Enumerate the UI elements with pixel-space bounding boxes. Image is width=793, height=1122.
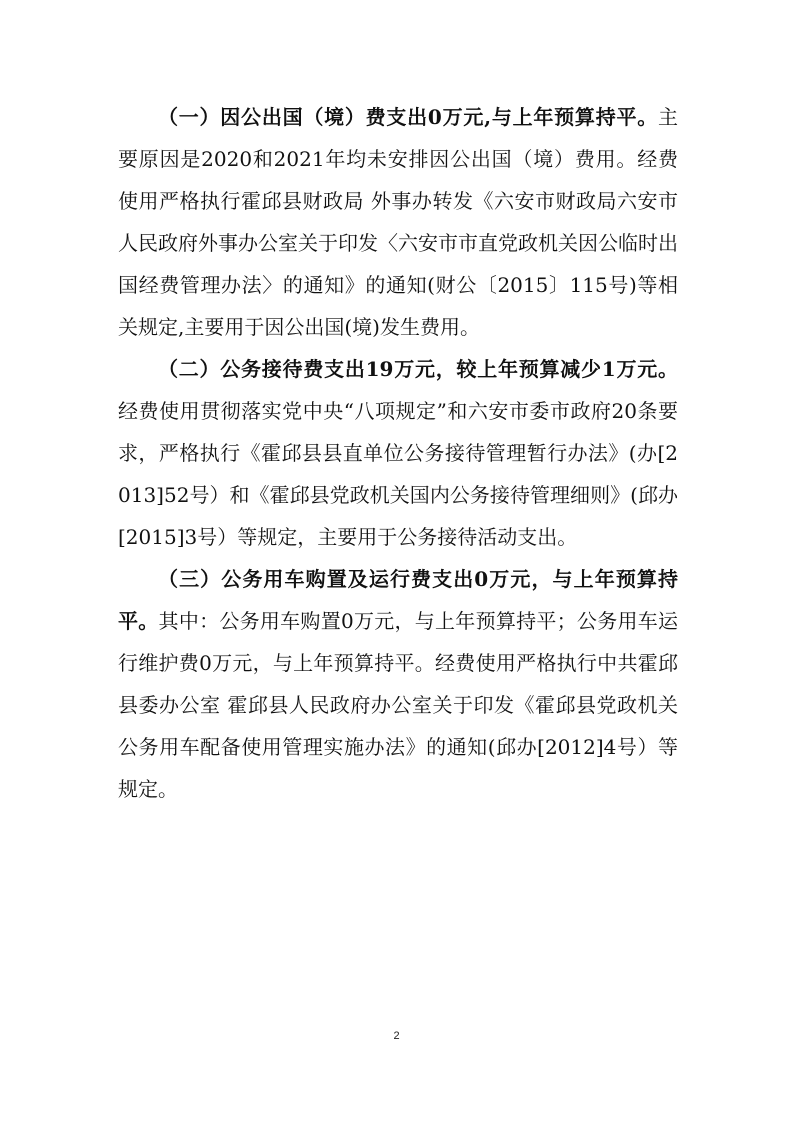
- paragraph-body: 主要原因是2020和2021年均未安排因公出国（境）费用。经费使用严格执行霍邱县财政局 外事办转发《六安市财政局六安市人民政府外事办公室关于印发〈六安市市直党政机关因公临时出国经费管理办法〉的通知》的通知(财公〔2015〕115号)等相关规定,主要用于因公出国(境)发生费用。: [118, 105, 678, 339]
- paragraph-overseas-travel: [118, 96, 678, 348]
- paragraph-lead: （一）因公出国（境）费支出0万元,与上年预算持平。: [158, 105, 658, 129]
- document-body: [118, 96, 678, 810]
- paragraph-official-reception: [118, 348, 678, 558]
- paragraph-official-vehicles: [118, 558, 678, 810]
- paragraph-lead: （二）公务接待费支出19万元，较上年预算减少1万元。: [158, 357, 678, 381]
- paragraph-body: 其中：公务用车购置0万元，与上年预算持平；公务用车运行维护费0万元，与上年预算持平。经费使用严格执行中共霍邱县委办公室 霍邱县人民政府办公室关于印发《霍邱县党政机关公务用车配备使用管理实施办法》的通知(邱办[2012]4号）等规定。: [118, 609, 678, 801]
- page-number: 2: [393, 1030, 400, 1042]
- paragraph-lead: （三）公务用车购置及运行费支出0万元，与上年预算持平。: [118, 567, 678, 633]
- paragraph-body: 经费使用贯彻落实党中央“八项规定”和六安市委市政府20条要求，严格执行《霍邱县县直单位公务接待管理暂行办法》(办[2013]52号）和《霍邱县党政机关国内公务接待管理细则》(邱办[2015]3号）等规定，主要用于公务接待活动支出。: [118, 399, 678, 549]
